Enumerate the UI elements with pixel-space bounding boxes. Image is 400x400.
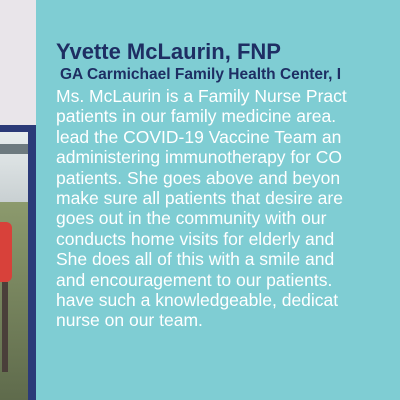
bio-line: have such a knowledgeable, dedicat xyxy=(56,290,339,311)
bio-line: and encouragement to our patients. xyxy=(56,269,333,290)
photo-sky xyxy=(0,132,28,202)
bio-line: Ms. McLaurin is a Family Nurse Pract xyxy=(56,86,347,106)
profile-bio xyxy=(56,86,400,331)
bio-line: conducts home visits for elderly and xyxy=(56,228,335,249)
bio-line: patients. She goes above and beyon xyxy=(56,167,341,188)
bio-line: lead the COVID-19 Vaccine Team an xyxy=(56,126,342,147)
bio-line: nurse on our team. xyxy=(56,310,203,331)
left-column xyxy=(0,0,36,400)
bio-line: She does all of this with a smile and xyxy=(56,249,335,270)
photo-roof xyxy=(0,144,28,154)
profile-photo xyxy=(0,132,28,400)
profile-organization: GA Carmichael Family Health Center, I xyxy=(60,66,342,83)
photo-person-leg xyxy=(2,282,8,372)
profile-name: Yvette McLaurin, FNP xyxy=(56,39,281,64)
photo-person xyxy=(0,222,12,282)
bio-line: goes out in the community with our xyxy=(56,208,327,229)
bio-line: make sure all patients that desire are xyxy=(56,188,343,209)
bio-line: administering immunotherapy for CO xyxy=(56,147,342,168)
bio-line: patients in our family medicine area. xyxy=(56,106,337,127)
profile-panel xyxy=(36,0,400,400)
